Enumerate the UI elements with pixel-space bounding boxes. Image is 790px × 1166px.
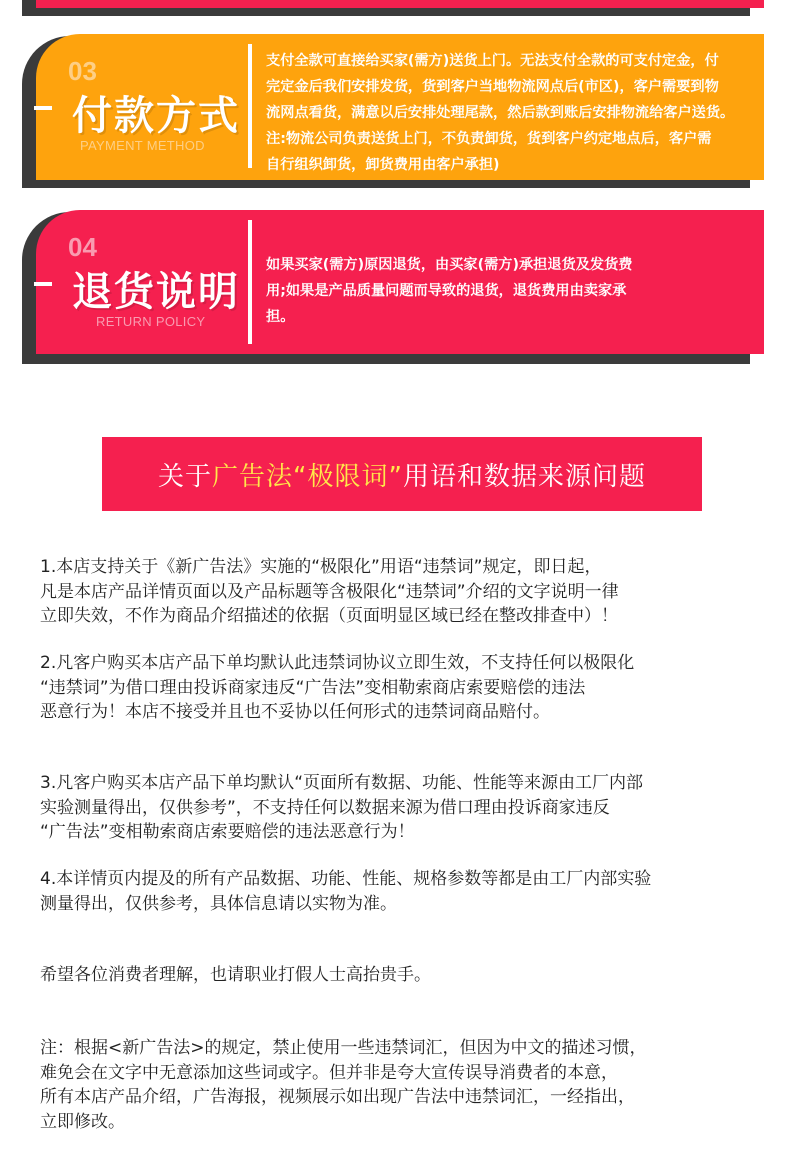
paragraph-line: “违禁词”为借口理由投诉商家违反“广告法”变相勒索商店索要赔偿的违法: [40, 677, 586, 698]
section-title: 付款方式: [72, 93, 240, 139]
paragraph-line: 凡是本店产品详情页面以及产品标题等含极限化“违禁词”介绍的文字说明一律: [40, 581, 619, 602]
paragraph-line: 测量得出，仅供参考，具体信息请以实物为准。: [40, 893, 397, 914]
section-subtitle: PAYMENT METHOD: [80, 138, 205, 153]
divider-line: [248, 220, 252, 344]
paragraph-line: 2.凡客户购买本店产品下单均默认此违禁词协议立即生效，不支持任何以极限化: [40, 653, 635, 673]
section-title: 退货说明: [72, 269, 240, 315]
paragraph-line: “广告法”变相勒索商店索要赔偿的违法恶意行为！: [40, 822, 415, 842]
notice-paragraph-2: [40, 651, 760, 725]
paragraph-line: 恶意行为！本店不接受并且也不妥协以任何形式的违禁词商品赔付。: [40, 702, 550, 722]
paragraph-line: 所有本店产品介绍，广告海报，视频展示如出现广告法中违禁词汇，一经指出，: [40, 1087, 635, 1107]
return-policy-section: [0, 210, 790, 370]
description-line: 担。: [266, 309, 295, 325]
paragraph-line: 立即失效，不作为商品介绍描述的依据（页面明显区域已经在整改排查中）！: [40, 606, 618, 626]
notice-title-highlight: 广告法“极限词”: [212, 461, 403, 492]
notice-title-prefix: 关于: [158, 461, 213, 492]
section-description: [266, 48, 764, 178]
section-subtitle: RETURN POLICY: [96, 314, 206, 329]
description-line: 流网点看货，满意以后安排处理尾款，然后款到账后安排物流给客户送货。: [266, 105, 735, 121]
paragraph-line: 实验测量得出，仅供参考”，不支持任何以数据来源为借口理由投诉商家违反: [40, 797, 610, 818]
paragraph-line: 希望各位消费者理解，也请职业打假人士高抬贵手。: [40, 965, 431, 985]
notice-paragraph-1: [40, 555, 760, 629]
previous-section-banner: [36, 0, 764, 8]
notice-paragraph-5: [40, 963, 760, 988]
paragraph-line: 立即修改。: [40, 1111, 125, 1132]
ad-law-notice-header: [102, 437, 702, 511]
notice-paragraph-3: [40, 771, 760, 845]
payment-method-section: [0, 34, 790, 194]
paragraph-line: 难免会在文字中无意添加这些词或字。但并非是夸大宣传误导消费者的本意，: [40, 1062, 618, 1083]
notice-paragraph-4: [40, 867, 760, 916]
section-number: 04: [68, 232, 97, 262]
divider-line: [248, 44, 252, 168]
description-line: 用;如果是产品质量问题而导致的退货，退货费用由卖家承: [266, 283, 627, 299]
section-number: 03: [68, 56, 97, 86]
section-description: [266, 252, 744, 330]
description-line: 支付全款可直接给买家(需方)送货上门。无法支付全款的可支付定金，付: [266, 53, 719, 69]
description-line: 完定金后我们安排发货，货到客户当地物流网点后(市区)，客户需要到物: [266, 79, 719, 95]
notice-title-suffix: 用语和数据来源问题: [402, 461, 646, 492]
description-line: 注:物流公司负责送货上门，不负责卸货，货到客户约定地点后，客户需: [266, 131, 712, 147]
paragraph-line: 3.凡客户购买本店产品下单均默认“页面所有数据、功能、性能等来源由工厂内部: [40, 773, 644, 793]
paragraph-line: 注：根据<新广告法>的规定，禁止使用一些违禁词汇，但因为中文的描述习惯，: [40, 1038, 647, 1058]
description-line: 自行组织卸货，卸货费用由客户承担): [266, 157, 500, 173]
description-line: 如果买家(需方)原因退货，由买家(需方)承担退货及发货费: [266, 257, 633, 273]
title-dash: [34, 106, 52, 110]
title-dash: [34, 282, 52, 286]
paragraph-line: 4.本详情页内提及的所有产品数据、功能、性能、规格参数等都是由工厂内部实验: [40, 869, 652, 889]
notice-footnote: [40, 1036, 760, 1134]
paragraph-line: 1.本店支持关于《新广告法》实施的“极限化”用语“违禁词”规定，即日起，: [40, 557, 602, 577]
